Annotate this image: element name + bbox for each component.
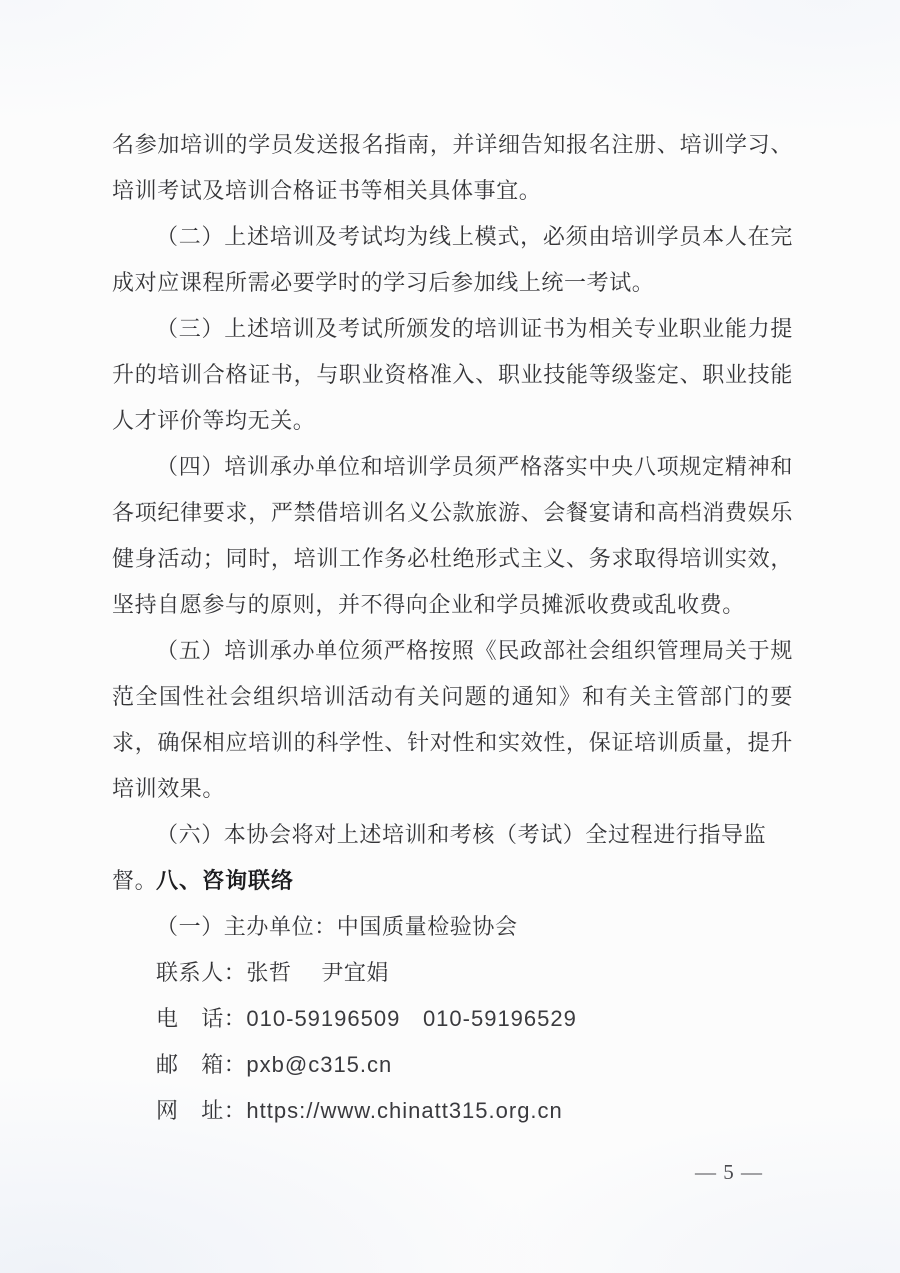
text-line: 坚持自愿参与的原则，并不得向企业和学员摊派收费或乱收费。 — [112, 592, 745, 617]
text-line: 网 址：https://www.chinatt315.org.cn — [156, 1098, 563, 1123]
text-line: （六）本协会将对上述培训和考核（考试）全过程进行指导监督。 — [112, 822, 767, 893]
text-line: 升的培训合格证书，与职业资格准入、职业技能等级鉴定、职业技能 — [112, 362, 793, 387]
text-line: （二）上述培训及考试均为线上模式，必须由培训学员本人在完 — [156, 224, 793, 249]
text-line: （五）培训承办单位须严格按照《民政部社会组织管理局关于规 — [156, 638, 793, 663]
text-line: 联系人：张哲 尹宜娟 — [156, 960, 390, 985]
text-line: 范全国性社会组织培训活动有关问题的通知》和有关主管部门的要 — [112, 684, 793, 709]
latin-text — [314, 960, 321, 985]
text-line: 培训考试及培训合格证书等相关具体事宜。 — [112, 178, 542, 203]
text-line: 健身活动；同时，培训工作务必杜绝形式主义、务求取得培训实效， — [112, 546, 793, 571]
text-line: 电 话：010-59196509 010-59196529 — [156, 1006, 577, 1031]
latin-text: 010-59196509 — [246, 1006, 401, 1031]
latin-text: 010-59196529 — [422, 1006, 577, 1031]
text-line: 各项纪律要求，严禁借培训名义公款旅游、会餐宴请和高档消费娱乐 — [112, 500, 793, 525]
text-line: 求，确保相应培训的科学性、针对性和实效性，保证培训质量，提升 — [112, 730, 793, 755]
latin-text: pxb@c315.cn — [246, 1052, 393, 1077]
text-line: 人才评价等均无关。 — [112, 408, 316, 433]
text-line: 培训效果。 — [112, 776, 226, 801]
latin-text: https://www.chinatt315.org.cn — [246, 1098, 563, 1123]
text-line: 名参加培训的学员发送报名指南，并详细告知报名注册、培训学习、 — [112, 132, 793, 157]
section-heading: 八、咨询联络 — [156, 868, 295, 893]
text-line: 邮 箱：pxb@c315.cn — [156, 1052, 393, 1077]
document-body — [112, 122, 793, 1134]
text-line: （四）培训承办单位和培训学员须严格落实中央八项规定精神和 — [156, 454, 793, 479]
text-line: 成对应课程所需必要学时的学习后参加线上统一考试。 — [112, 270, 655, 295]
page-number: — 5 — — [695, 1160, 763, 1184]
text-line: （一）主办单位：中国质量检验协会 — [156, 914, 518, 939]
text-line: （三）上述培训及考试所颁发的培训证书为相关专业职业能力提 — [156, 316, 793, 341]
